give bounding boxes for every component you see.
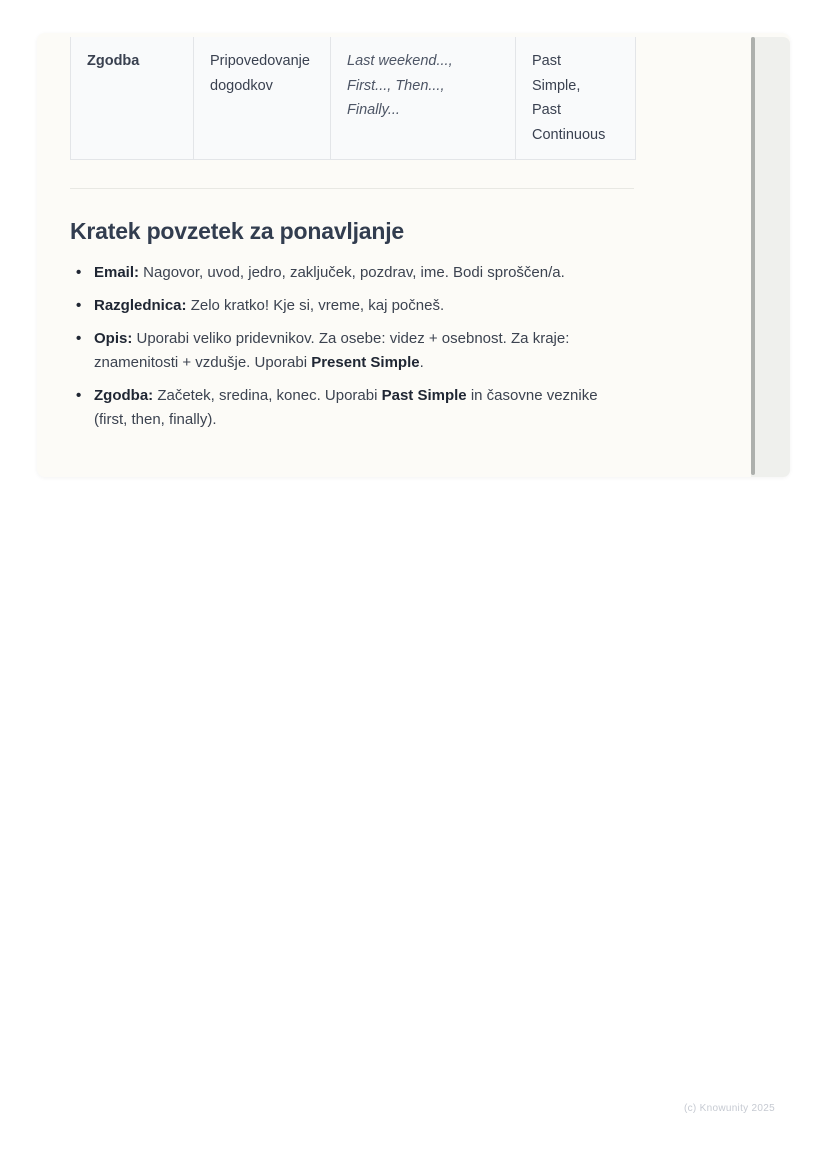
cell-tenses xyxy=(516,37,636,160)
section-heading: Kratek povzetek za ponavljanje xyxy=(70,218,405,244)
scrollbar-thumb[interactable] xyxy=(751,37,755,475)
bullet-label: Razglednica: xyxy=(94,297,187,314)
bullet-text: Zelo kratko! Kje si, vreme, kaj počneš. xyxy=(186,297,445,314)
copyright-note: (c) Knowunity 2025 xyxy=(683,1103,775,1114)
bullet-bold: Present Simple xyxy=(311,354,420,371)
cell-phrases xyxy=(331,37,516,160)
list-item xyxy=(70,327,618,375)
cell-format xyxy=(71,37,194,160)
bullet-tail: in časovne veznike (first, then, finally). xyxy=(94,387,598,428)
page-right-gutter xyxy=(751,37,790,477)
bullet-bold: Past Simple xyxy=(381,387,467,404)
summary-list xyxy=(70,261,618,432)
list-item xyxy=(70,294,618,318)
bullet-tail: . xyxy=(419,354,424,371)
bullet-text: Uporabi veliko pridevnikov. Za osebe: videz + osebnost. Za kraje: znamenitosti + vzdušje. Uporabi xyxy=(94,330,570,371)
writing-formats-table xyxy=(70,37,636,160)
section-divider xyxy=(70,188,634,189)
purpose-text: Pripovedovanje dogodkov xyxy=(210,53,310,94)
list-item xyxy=(70,384,618,432)
bullet-text: Začetek, sredina, konec. Uporabi xyxy=(153,387,382,404)
tenses-text: Past Simple, Past Continuous xyxy=(532,53,606,143)
format-name: Zgodba xyxy=(87,53,140,69)
bullet-label: Zgodba: xyxy=(94,387,154,404)
document-page xyxy=(37,33,790,477)
list-item xyxy=(70,261,618,285)
phrases-text: Last weekend..., First..., Then..., Finally... xyxy=(347,53,453,118)
bullet-text: Nagovor, uvod, jedro, zaključek, pozdrav, ime. Bodi sproščen/a. xyxy=(139,264,565,281)
table-row xyxy=(71,37,636,160)
cell-purpose xyxy=(194,37,331,160)
bullet-label: Email: xyxy=(94,264,140,281)
page-content xyxy=(70,37,635,441)
bullet-label: Opis: xyxy=(94,330,133,347)
